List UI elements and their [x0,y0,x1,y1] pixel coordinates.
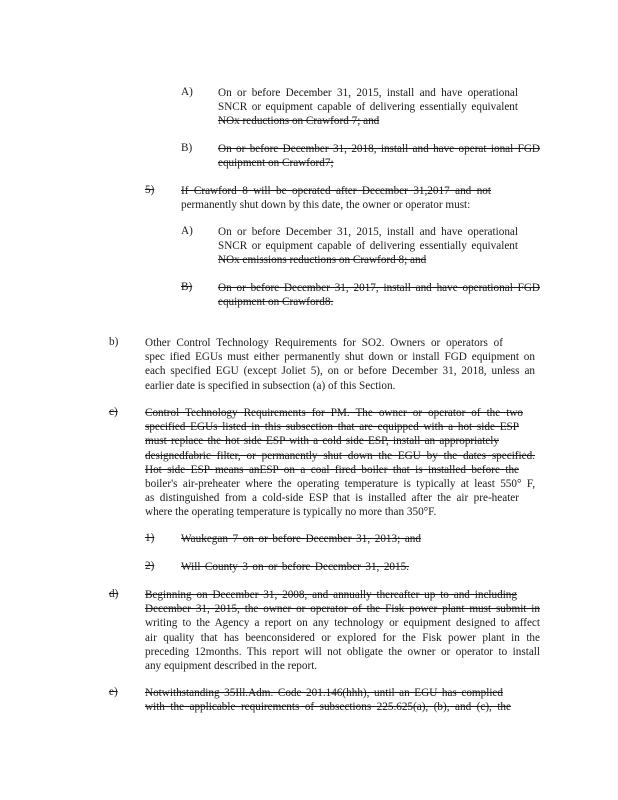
text-line: Waukegan 7 on or before December 31, 2013; and [181,533,421,545]
section-label: b) [109,336,119,348]
item-label: A) [181,225,193,237]
text-line: NOx reductions on Crawford 7; and [218,115,380,128]
text-line: earlier date is specified in subsection (a) of this Section. [145,379,396,392]
text-line: On or before December 31, 2015, install and have operational [218,226,518,238]
item-c2 [0,560,618,576]
text-line: On or before December 31, 2017, install and have operational FGD [218,282,540,294]
text-line: must replace the hot side ESP with a cold side ESP, install an appropriately [145,435,499,448]
text-line: December 31, 2015, the owner or operator of the Fisk power plant must submit in [145,603,540,616]
text-line: writing to the Agency a report on any technology or equipment designed to affect [145,617,540,630]
item-label: A) [181,86,193,98]
text-line: On or before December 31, 2018, install and have operat ional FGD [218,143,540,155]
text-line: any equipment described in the report. [145,659,318,672]
text-line: Notwithstanding 35Ill.Adm. Code 201.146(hhh), until an EGU has complied [145,687,503,699]
text-line: as distinguished from a cold-side ESP that is installed after the air pre-heater [145,492,519,505]
text-line: where the operating temperature is typically no more than 350°F. [145,506,437,519]
text-line: permanently shut down by this date, the owner or operator must: [181,199,471,212]
item-label: 1) [145,532,155,544]
text-line: specified EGUs listed in this subsection that are equipped with a hot side ESP [145,421,519,434]
text-line: If Crawford 8 will be operated after December 31,2017 and not [181,185,491,197]
section-d [0,588,618,676]
text-line: NOx emissions reductions on Crawford 8; and [218,254,427,267]
text-line: Control Technology Requirements for PM. The owner or operator of the two [145,407,523,419]
text-line: SNCR or equipment capable of delivering essentially equivalent [218,101,518,114]
text-line: SNCR or equipment capable of delivering essentially equivalent [218,240,518,253]
text-line: Beginning on December 31, 2008, and annually thereafter up to and including [145,589,517,601]
item-4a [0,86,618,130]
text-line: with the applicable requirements of subsections 225.625(a), (b), and (c), the [145,701,511,714]
text-line: equipment on Crawford7; [218,157,334,170]
item-5b [0,281,618,311]
text-line: each specified EGU (except Joliet 5), on or before December 31, 2018, unless an [145,365,535,378]
item-5 [0,184,618,214]
item-c1 [0,532,618,548]
section-label: c) [109,406,118,418]
text-line: boiler's air-preheater where the operating temperature is typically at least 550° F, [145,477,535,490]
section-b [0,336,618,394]
section-label: e) [109,686,118,698]
text-line: equipment on Crawford8. [218,296,334,309]
section-label: d) [109,588,119,600]
text-line: Other Control Technology Requirements for SO2. Owners or operators of [145,337,503,349]
item-label: B) [181,142,193,154]
text-line: preceding 12months. This report will not obligate the owner or operator to install [145,645,540,658]
text-line: Will County 3 on or before December 31, 2015. [181,561,409,573]
item-4b [0,142,618,172]
section-e [0,686,618,716]
item-label: 5) [145,184,155,196]
text-line: spec ified EGUs must either permanently shut down or install FGD equipment on [145,351,535,364]
item-label: B) [181,281,193,293]
section-c [0,406,618,522]
item-5a [0,225,618,269]
item-label: 2) [145,560,155,572]
text-line: On or before December 31, 2015, install and have operational [218,87,518,99]
text-line: designedfabric filter, or permanently shut down the EGU by the dates specified. [145,449,535,462]
text-line: air quality that has beenconsidered or explored for the Fisk power plant in the [145,631,540,644]
text-line: Hot side ESP means anESP on a coal fired boiler that is installed before the [145,463,519,476]
